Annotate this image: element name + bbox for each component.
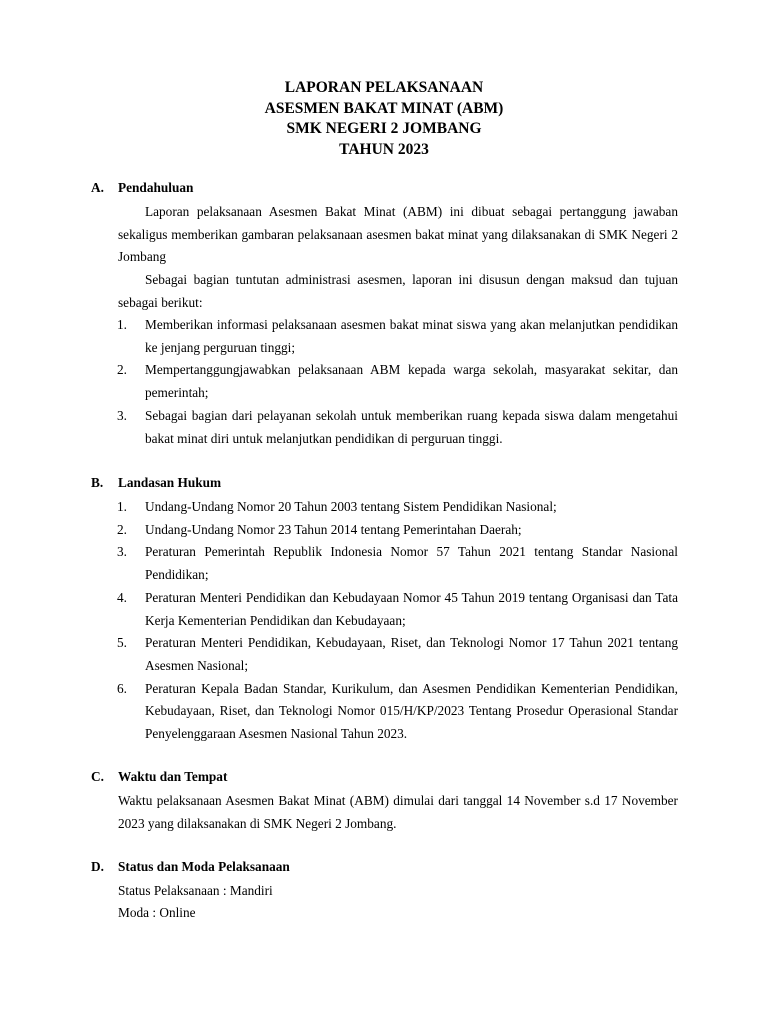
list-item-number: 1. [117,317,127,332]
title-line-1: LAPORAN PELAKSANAAN [284,79,484,96]
section-b-list [0,496,768,746]
section-a-list [0,314,768,450]
list-item [0,519,678,542]
list-item-text: Peraturan Kepala Badan Standar, Kurikulum, dan Asesmen Pendidikan Kementerian Pendidikan, Kebudayaan, Riset, dan Teknologi Nomor 015/H/KP/2023 Tentang Prosedur Operasional Standar Penyelenggaraan Asesmen Nasional Tahun 2023. [145,680,678,742]
list-item-text: Undang-Undang Nomor 20 Tahun 2003 tentang Sistem Pendidikan Nasional; [145,499,557,514]
moda-line: Moda : Online [118,905,196,920]
list-item [0,405,678,450]
section-a-paragraph-1: Laporan pelaksanaan Asesmen Bakat Minat (ABM) ini dibuat sebagai pertanggung jawaban sekaligus memberikan gambaran pelaksanaan asesmen bakat minat yang dilaksanakan di SMK Negeri 2 Jombang [118,204,678,265]
list-item [0,496,678,519]
section-b-letter: B. [91,475,104,490]
list-item [0,587,678,632]
list-item-number: 3. [117,407,127,423]
list-item-number: 6. [117,680,127,696]
list-item [0,678,678,746]
section-c-letter: C. [91,769,104,784]
list-item-number: 2. [117,521,127,537]
list-item-text: Memberikan informasi pelaksanaan asesmen bakat minat siswa yang akan melanjutkan pendidikan ke jenjang perguruan tinggi; [145,317,678,355]
title-line-3: SMK NEGERI 2 JOMBANG [286,120,482,137]
list-item-text: Undang-Undang Nomor 23 Tahun 2014 tentang Pemerintahan Daerah; [145,521,522,537]
section-a-title: Pendahuluan [118,180,194,195]
list-item-number: 2. [117,362,127,378]
list-item-number: 1. [117,499,127,514]
list-item-text: Sebagai bagian dari pelayanan sekolah untuk memberikan ruang kepada siswa dalam mengetahui bakat minat diri untuk melanjutkan pendidikan di perguruan tinggi. [145,407,678,446]
list-item-text: Peraturan Menteri Pendidikan dan Kebudayaan Nomor 45 Tahun 2019 tentang Organisasi dan Tata Kerja Kementerian Pendidikan dan Kebudayaan; [145,589,678,628]
list-item [0,314,678,359]
list-item-text: Peraturan Menteri Pendidikan, Kebudayaan, Riset, dan Teknologi Nomor 17 Tahun 2021 tentang Asesmen Nasional; [145,635,678,673]
document-title [0,78,768,160]
list-item [0,632,678,677]
list-item [0,541,678,586]
title-line-2: ASESMEN BAKAT MINAT (ABM) [264,99,504,117]
status-line: Status Pelaksanaan : Mandiri [118,883,273,898]
list-item-number: 4. [117,589,127,605]
title-line-4: TAHUN 2023 [339,140,429,158]
section-a-letter: A. [91,180,104,195]
list-item-number: 3. [117,544,127,560]
list-item [0,359,678,404]
list-item-text: Mempertanggungjawabkan pelaksanaan ABM kepada warga sekolah, masyarakat sekitar, dan pemerintah; [145,362,678,401]
section-a-paragraph-2: Sebagai bagian tuntutan administrasi asesmen, laporan ini disusun dengan maksud dan tujuan sebagai berikut: [118,272,678,310]
list-item-number: 5. [117,635,127,651]
section-c-paragraph: Waktu pelaksanaan Asesmen Bakat Minat (ABM) dimulai dari tanggal 14 November s.d 17 November 2023 yang dilaksanakan di SMK Negeri 2 Jombang. [118,793,678,831]
section-b-title: Landasan Hukum [118,475,222,490]
list-item-text: Peraturan Pemerintah Republik Indonesia Nomor 57 Tahun 2021 tentang Standar Nasional Pendidikan; [145,544,678,583]
section-c-title: Waktu dan Tempat [118,769,228,784]
section-d-title: Status dan Moda Pelaksanaan [118,859,290,874]
section-d-letter: D. [91,859,104,874]
